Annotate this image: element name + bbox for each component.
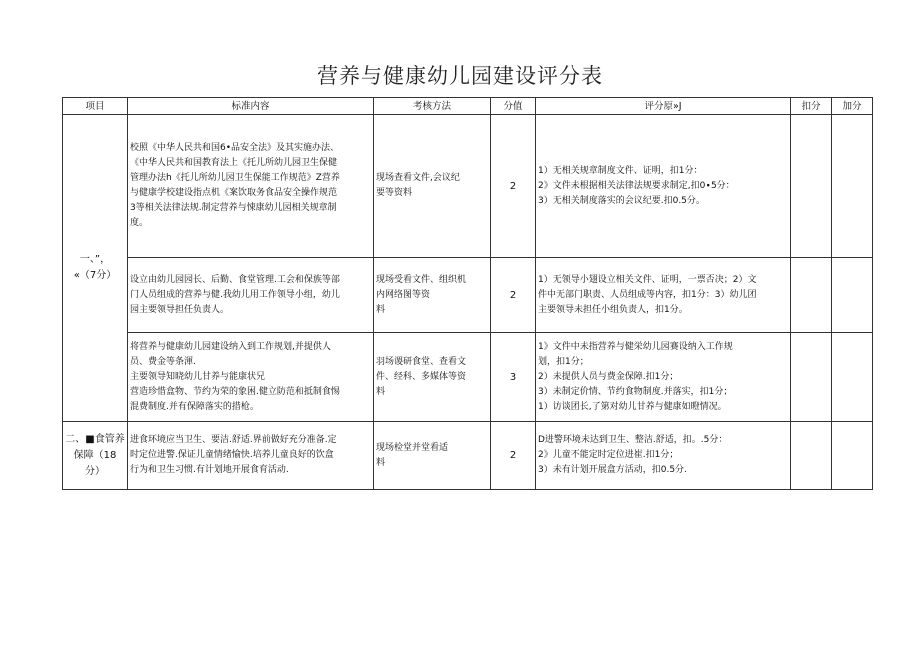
standard-cell-line: 将营养与健康幼儿园建设纳入到工作规划,并提供人 bbox=[130, 341, 331, 352]
method-cell-line: 现场受看文件、组织机 bbox=[376, 274, 467, 285]
standard-cell bbox=[128, 422, 374, 490]
section-item-line: 一、”， bbox=[79, 254, 111, 265]
deduct-cell[interactable] bbox=[791, 333, 832, 422]
method-cell-line: 要等资料 bbox=[376, 188, 413, 198]
score-cell: 2 bbox=[491, 115, 536, 258]
deduct-cell[interactable] bbox=[791, 258, 832, 333]
method-cell-line: 料 bbox=[376, 386, 386, 397]
rule-cell bbox=[536, 333, 791, 422]
section-item bbox=[63, 115, 128, 422]
rule-cell-line: 3）未制定价情、节约食物制度.并落实，扣1分； bbox=[538, 386, 733, 397]
standard-cell-line: 与健康学校建设指点机《案饮取务食品安全操作规范 bbox=[130, 188, 338, 198]
header-item: 项目 bbox=[63, 98, 128, 115]
rule-cell-line: 主要领导未担任小组负责人，扣1分。 bbox=[538, 304, 688, 315]
rule-cell-line: 件中无部门职责、人员组成等内容，扣1分：3）幼儿团 bbox=[538, 289, 757, 300]
header-row bbox=[63, 98, 873, 115]
table-row bbox=[63, 115, 873, 258]
section-item-line: «（7分） bbox=[73, 270, 117, 281]
standard-cell-line: 时定位进警.保证儿童情绪愉快.培养儿童良好的饮盒 bbox=[130, 450, 334, 460]
standard-cell-line: 营造珍惜盒物、节约为荣的象困.健立防范和抵制食惕 bbox=[130, 386, 340, 397]
rule-cell bbox=[536, 422, 791, 490]
standard-cell-line: 设立由幼儿园园长、后勤、食堂管理.工会和保族等部 bbox=[130, 274, 340, 285]
table-row bbox=[63, 422, 873, 490]
standard-cell-line: 校照《中华人民共和国6•品安全法》及其实施办法、 bbox=[130, 143, 340, 153]
standard-cell-line: 管理办法h《托儿所幼儿园卫生保能工作规范》Z营养 bbox=[130, 173, 340, 183]
rule-cell-line: 3）无相关制度落实的会议纪要.扣0.5分。 bbox=[538, 195, 705, 206]
rule-cell-line: 1）无相关规章制度文件、证明，扣1分： bbox=[538, 165, 703, 176]
table-row bbox=[63, 258, 873, 333]
deduct-cell[interactable] bbox=[791, 115, 832, 258]
header-score: 分值 bbox=[491, 98, 536, 115]
method-cell-line: 现场查看文件,会议纪 bbox=[376, 173, 460, 183]
rule-cell-line: D进警环境未达到卫生、整洁.舒适，扣。.5分： bbox=[538, 435, 728, 445]
rule-cell-line: 1）访谈团长,了第对幼儿甘养与健康如瞪情况。 bbox=[538, 401, 727, 412]
standard-cell bbox=[128, 258, 374, 333]
rule-cell-line: 2》儿童不能定时定位进崔.扣1分； bbox=[538, 450, 679, 460]
section-item-line: 分） bbox=[85, 465, 105, 477]
section-item bbox=[63, 422, 128, 490]
rule-cell-line: 1）无领导小翅设立相关文件、证明，一票否决；2）文 bbox=[538, 274, 757, 285]
method-cell-line: 件、经科、多媒体等资 bbox=[376, 371, 467, 382]
page-title: 营养与健康幼儿园建设评分表 bbox=[317, 64, 603, 88]
standard-cell-line: 主要领导知晓幼儿甘养与能康状兄 bbox=[130, 371, 266, 382]
header-deduct: 扣分 bbox=[791, 98, 832, 115]
method-cell bbox=[374, 115, 491, 258]
rule-cell-line: 1》文件中未指营养与健栄幼儿园赛设纳入工作规 bbox=[538, 341, 733, 352]
add-cell[interactable] bbox=[832, 258, 873, 333]
standard-cell-line: 《中华人民共和国教育法上《托儿所幼儿园卫生保健 bbox=[130, 158, 338, 168]
rule-cell bbox=[536, 258, 791, 333]
method-cell-line: 现场检堂并堂看适 bbox=[376, 442, 449, 453]
score-table bbox=[62, 97, 873, 490]
score-cell: 2 bbox=[491, 422, 536, 490]
standard-cell-line: 门人员组成的营养与健.我幼儿用工作领导小组，幼儿 bbox=[130, 289, 340, 300]
rule-cell-line: 划，扣1分； bbox=[538, 356, 589, 367]
standard-cell bbox=[128, 115, 374, 258]
header-add: 加分 bbox=[832, 98, 873, 115]
table-row bbox=[63, 333, 873, 422]
deduct-cell[interactable] bbox=[791, 422, 832, 490]
rule-cell-line: 2》文件未根据相关法律法规要求制定,扣0∙5分： bbox=[538, 180, 735, 191]
standard-cell bbox=[128, 333, 374, 422]
method-cell bbox=[374, 422, 491, 490]
standard-cell-line: 行为和卫生习惯.有计划地开展食育活动. bbox=[130, 465, 289, 475]
method-cell-line: 羽场谡研食堂、查看文 bbox=[376, 356, 467, 367]
standard-cell-line: 混费制度.并有保障落实的措枪。 bbox=[130, 401, 259, 412]
method-cell-line: 内网络图等资 bbox=[376, 289, 431, 300]
header-method: 考核方法 bbox=[374, 98, 491, 115]
standard-cell-line: 度。 bbox=[130, 218, 149, 228]
rule-cell-line: 3）未有计划开展盒方活动，扣0.5分. bbox=[538, 465, 687, 475]
method-cell-line: 料 bbox=[376, 304, 386, 315]
rule-cell bbox=[536, 115, 791, 258]
add-cell[interactable] bbox=[832, 422, 873, 490]
method-cell bbox=[374, 333, 491, 422]
add-cell[interactable] bbox=[832, 115, 873, 258]
add-cell[interactable] bbox=[832, 333, 873, 422]
header-standard: 标准内容 bbox=[128, 98, 374, 115]
method-cell bbox=[374, 258, 491, 333]
rule-cell-line: 2）未提供人员与费金保障.扣1分； bbox=[538, 371, 679, 382]
section-item-line: 保障（18 bbox=[73, 449, 117, 461]
standard-cell-line: 园主要领导担任负责人。 bbox=[130, 304, 230, 315]
standard-cell-line: 3等相关法律法规.制定营养与悚康幼儿园相关规章制 bbox=[130, 203, 337, 213]
section-item-line: 二、■食管养 bbox=[65, 433, 125, 445]
method-cell-line: 料 bbox=[376, 457, 386, 468]
standard-cell-line: 进食环境应当卫生、要洁.舒适.界前做好充分准备.定 bbox=[130, 435, 337, 445]
header-rule: 评分原»J bbox=[536, 98, 791, 115]
score-cell: 3 bbox=[491, 333, 536, 422]
standard-cell-line: 员、费金等条渾. bbox=[130, 356, 196, 367]
score-cell: 2 bbox=[491, 258, 536, 333]
